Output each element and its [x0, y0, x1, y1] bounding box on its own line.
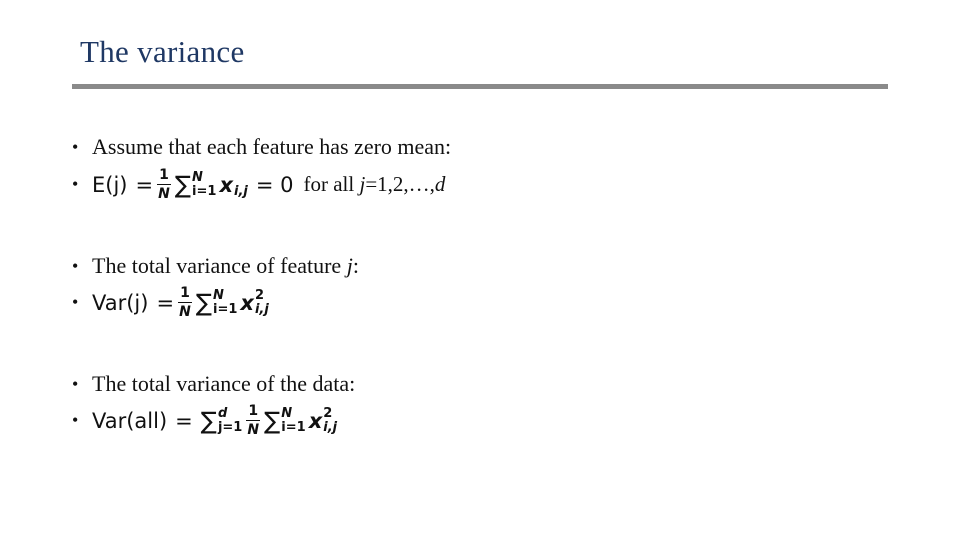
slide-title: The variance [80, 34, 245, 69]
formula-lhs: E(j) [92, 172, 128, 197]
bullet-dot: • [72, 136, 79, 157]
formula-lhs: Var(j) [92, 290, 149, 315]
fraction-denominator: N [247, 422, 260, 438]
sum-lower-limit: i=1 [281, 419, 306, 435]
sum-upper-limit: N [281, 405, 293, 421]
equals-sign: = [175, 408, 193, 433]
bullet-dot: • [72, 292, 79, 312]
sigma-symbol: ∑ [174, 170, 192, 199]
variable-subscript: i,j [254, 301, 269, 317]
condition-d: d [434, 172, 446, 196]
bullet-data-variance-heading [72, 371, 355, 397]
equals-sign: = [135, 172, 154, 197]
sum-upper-limit: N [213, 287, 224, 303]
variable-base: x [308, 408, 323, 433]
fraction [157, 168, 171, 201]
fraction-numerator: 1 [180, 285, 190, 301]
variable-superscript: 2 [323, 405, 333, 421]
condition-range: =1,2,…, [365, 172, 435, 196]
summation [196, 289, 238, 317]
formula-rhs: = 0 [255, 172, 294, 197]
sum-lower-limit: j=1 [217, 419, 243, 435]
bullet-dot: • [72, 255, 79, 276]
fraction-denominator: N [179, 304, 191, 320]
sigma-symbol: ∑ [200, 406, 217, 435]
bullet-feature-variance-formula [72, 286, 269, 319]
condition-prefix: for all [303, 172, 360, 196]
bullet-feature-variance-heading [72, 253, 359, 279]
bullet-text-main: The total variance of feature [92, 253, 347, 278]
variable-base: x [240, 290, 254, 315]
variable-superscript: 2 [254, 287, 264, 303]
summation [175, 171, 217, 199]
mean-formula [92, 168, 293, 201]
fraction-numerator: 1 [248, 403, 259, 419]
fraction-numerator: 1 [159, 167, 169, 183]
equals-sign: = [156, 290, 175, 315]
sum-lower-limit: i=1 [213, 301, 238, 317]
bullet-text: The total variance of the data: [92, 371, 356, 396]
fraction [246, 404, 260, 437]
sum-lower-limit: i=1 [192, 183, 217, 199]
variable-base: x [219, 172, 233, 197]
bullet-data-variance-formula [72, 404, 337, 437]
bullet-text-j: j [346, 253, 353, 278]
sum-upper-limit: N [192, 169, 203, 185]
formula-condition [303, 172, 445, 197]
sum-upper-limit: d [217, 405, 228, 421]
bullet-dot: • [72, 373, 79, 394]
fraction-denominator: N [158, 186, 170, 202]
variable-subscript: i,j [233, 183, 248, 199]
bullet-dot: • [72, 174, 79, 194]
feature-variance-formula [92, 286, 269, 319]
bullet-mean-formula [72, 168, 445, 201]
bullet-text [92, 253, 359, 279]
bullet-text-colon: : [352, 253, 359, 278]
formula-lhs: Var(all) [92, 408, 168, 433]
condition-j: j [359, 172, 366, 196]
bullet-text: Assume that each feature has zero mean: [92, 134, 452, 159]
variable-x [309, 407, 337, 434]
variable-x [240, 289, 268, 316]
title-divider [72, 84, 888, 89]
fraction [178, 286, 192, 319]
variable-subscript: i,j [323, 419, 338, 435]
data-variance-formula [92, 404, 337, 437]
sigma-symbol: ∑ [195, 288, 212, 317]
bullet-dot: • [72, 410, 79, 430]
variable-x [219, 171, 247, 198]
inner-summation [264, 407, 306, 435]
sigma-symbol: ∑ [264, 406, 281, 435]
bullet-zero-mean-assumption [72, 134, 451, 160]
outer-summation [201, 407, 243, 435]
